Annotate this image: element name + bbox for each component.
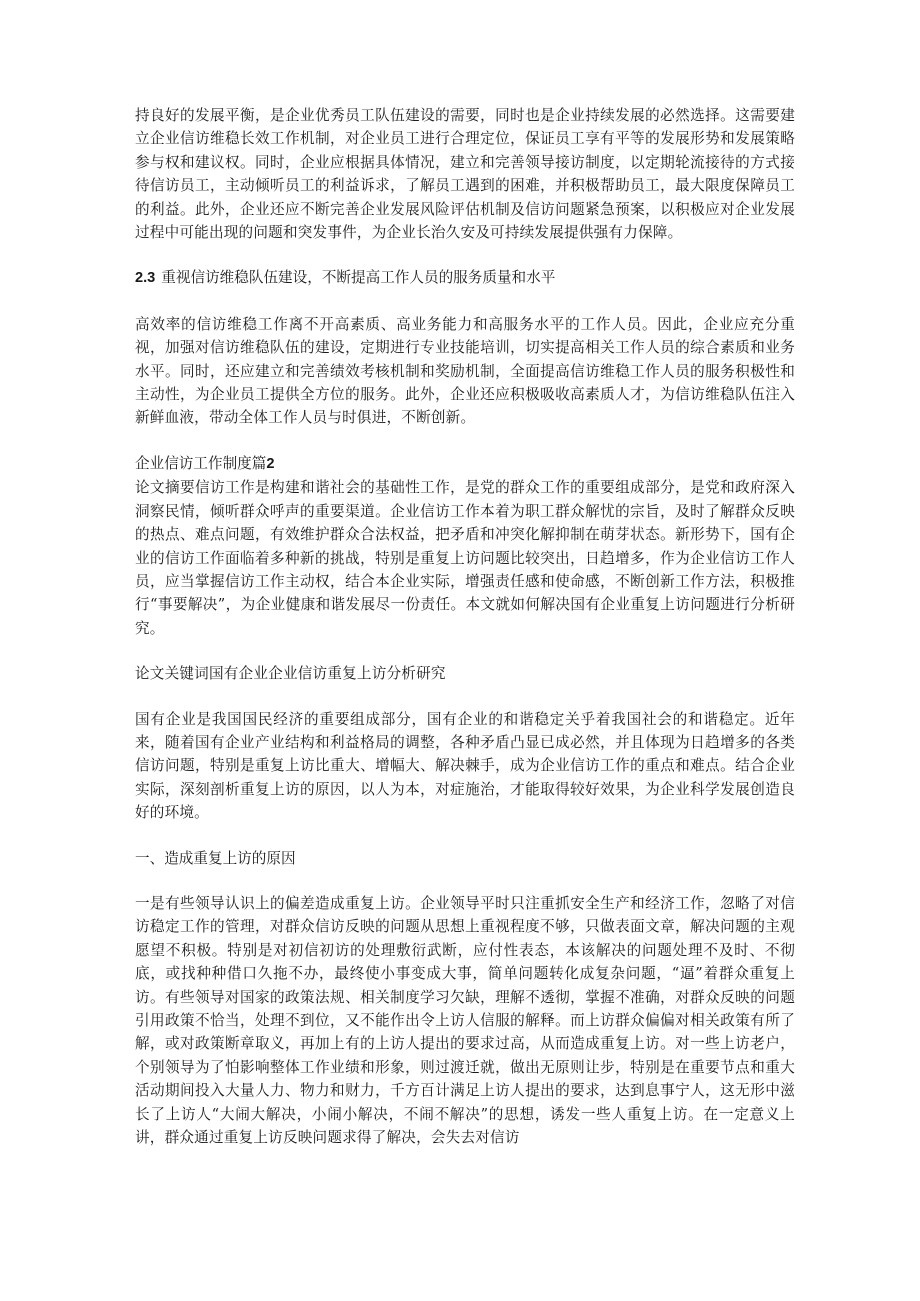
paragraph-intro: 持良好的发展平衡，是企业优秀员工队伍建设的需要，同时也是企业持续发展的必然选择。这需要建立企业信访维稳长效工作机制，对企业员工进行合理定位，保证员工享有平等的发展形势和发展策略参与权和建议权。同时，企业应根据具体情况，建立和完善领导接访制度，以定期轮流接待的方式接待信访员工，主动倾听员工的利益诉求，了解员工遇到的困难，并积极帮助员工，最大限度保障员工的利益。此外，企业还应不断完善企业发展风险评估机制及信访问题紧急预案，以积极应对企业发展过程中可能出现的问题和突发事件，为企业长治久安及可持续发展提供强有力保障。 — [135, 107, 795, 242]
article-title-number: 2 — [266, 455, 275, 472]
paragraph-team-building: 高效率的信访维稳工作离不开高素质、高业务能力和高服务水平的工作人员。因此，企业应充分重视，加强对信访维稳队伍的建设，定期进行专业技能培训，切实提高相关工作人员的综合素质和业务水平。同时，还应建立和完善绩效考核机制和奖励机制，全面提高信访维稳工作人员的服务积极性和主动性，为企业员工提供全方位的服务。此外，企业还应积极吸收高素质人才，为信访维稳队伍注入新鲜血液，带动全体工作人员与时俱进，不断创新。 — [135, 315, 795, 427]
document-page — [135, 104, 795, 1149]
section-number: 2.3 — [135, 270, 156, 287]
paragraph-causes: 一是有些领导认识上的偏差造成重复上访。企业领导平时只注重抓安全生产和经济工作，忽略了对信访稳定工作的管理，对群众信访反映的问题从思想上重视程度不够，只做表面文章，解决问题的主观愿望不积极。特别是对初信初访的处理敷衍武断，应付性表态，本该解决的问题处理不及时、不彻底，或找种种借口久拖不办，最终使小事变成大事，简单问题转化成复杂问题，“逼”着群众重复上访。有些领导对国家的政策法规、相关制度学习欠缺，理解不透彻，掌握不准确，对群众反映的问题引用政策不恰当，处理不到位，又不能作出令上访人信服的解释。而上访群众偏偏对相关政策有所了解，或对政策断章取义，再加上有的上访人提出的要求过高，从而造成重复上访。对一些上访老户，个别领导为了怕影响整体工作业绩和形象，则过渡迁就，做出无原则让步，特别是在重要节点和重大活动期间投入大量人力、物力和财力，千方百计满足上访人提出的要求，达到息事宁人，这无形中滋长了上访人“大闹大解决，小闹小解决，不闹不解决”的思想，诱发一些人重复上访。在一定意义上讲，群众通过重复上访反映问题求得了解决，会失去对信访 — [135, 894, 795, 1147]
article-title-text: 企业信访工作制度篇 — [135, 454, 267, 472]
section-heading-2-3 — [135, 266, 795, 290]
paragraph-keywords: 论文关键词国有企业企业信访重复上访分析研究 — [135, 665, 446, 683]
section-heading-causes: 一、造成重复上访的原因 — [135, 849, 296, 867]
section-heading-text: 重视信访维稳队伍建设，不断提高工作人员的服务质量和水平 — [161, 269, 556, 287]
paragraph-background: 国有企业是我国国民经济的重要组成部分，国有企业的和谐稳定关乎着我国社会的和谐稳定。近年来，随着国有企业产业结构和利益格局的调整，各种矛盾凸显已成必然，并且体现为日趋增多的各类信访问题，特别是重复上访比重大、增幅大、解决棘手，成为企业信访工作的重点和难点。结合企业实际，深刻剖析重复上访的原因，以人为本，对症施治，才能取得较好效果，为企业科学发展创造良好的环境。 — [135, 710, 795, 822]
paragraph-abstract: 论文摘要信访工作是构建和谐社会的基础性工作，是党的群众工作的重要组成部分，是党和政府深入洞察民情，倾听群众呼声的重要渠道。企业信访工作本着为职工群众解忧的宗旨，及时了解群众反映的热点、难点问题，有效维护群众合法权益，把矛盾和冲突化解抑制在萌芽状态。新形势下，国有企业的信访工作面临着多种新的挑战，特别是重复上访问题比较突出，日趋增多，作为企业信访工作人员，应当掌握信访工作主动权，结合本企业实际，增强责任感和使命感，不断创新工作方法，积极推行“事要解决”，为企业健康和谐发展尽一份责任。本文就如何解决国有企业重复上访问题进行分析研究。 — [135, 479, 795, 637]
article-title — [135, 452, 795, 476]
